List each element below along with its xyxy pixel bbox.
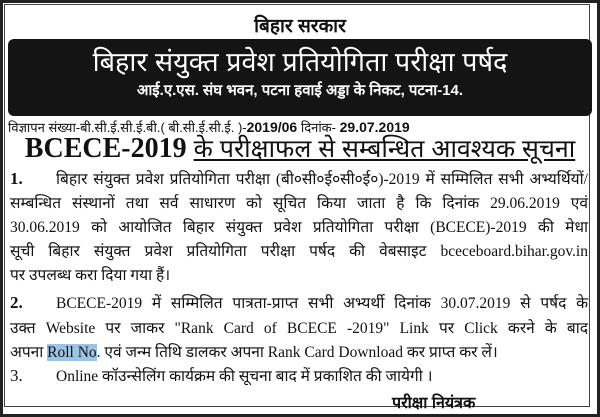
text: Online कॉउन्सेलिंग कार्यक्रम की सूचना बाद में प्रकाशित की जायेगी ।	[56, 368, 433, 385]
ad-date-label: दिनांक-	[297, 120, 340, 135]
board-address: आई.ए.एस. संघ भवन, पटना हवाई अड्डा के निकट, पटना-14.	[136, 82, 464, 99]
point-1-line-5: पर उपलब्ध करा दिया गया हैं।	[10, 267, 171, 284]
text: BCECE-2019 में सम्मिलित पात्रता-प्राप्त सभी अभ्यर्थी दिनांक 30.07.2019 से पर्षद के	[56, 295, 588, 312]
text: बिहार संयुक्त प्रवेश प्रतियोगिता परीक्षा (बी०सी०ई०सी०ई०)-2019 में सम्मिलित सभी अभ्यर्थियों/	[56, 171, 588, 188]
point-number: 1.	[10, 169, 23, 188]
headline-prefix: BCECE-2019	[24, 133, 194, 164]
point-2-line-3	[10, 340, 588, 362]
point-1-line-2: सम्बन्धित संस्थानों तथा सर्व साधारण को सूचित किया जाता है कि दिनांक 29.06.2019 एवं	[10, 195, 588, 212]
point-number: 2.	[10, 293, 23, 312]
text: . एवं जन्म तिथि डालकर अपना Rank Card Download कर प्राप्त कर लें।	[96, 344, 498, 361]
selected-text[interactable]: Roll No	[47, 344, 97, 361]
point-3-line-1	[10, 364, 588, 386]
point-number: 3.	[10, 366, 23, 385]
ad-label: विज्ञापन संख्या-बी.सी.ई.सी.ई.बी.( बी.सी.ई.सी.ई. )-	[8, 120, 247, 135]
point-1-line-3: 30.06.2019 को आयोजित बिहार संयुक्त प्रवेश प्रतियोगिता परीक्षा (BCECE)-2019 की मेधा	[10, 219, 588, 236]
government-label: बिहार सरकार	[254, 16, 346, 37]
ad-number: 2019/06	[246, 119, 298, 135]
point-1-line-4: सूची बिहार संयुक्त प्रवेश प्रतियोगिता परीक्षा पर्षद की वेबसाइट bceceboard.bihar.gov.in	[10, 243, 588, 260]
point-2-line-1	[10, 291, 588, 313]
board-name: बिहार संयुक्त प्रवेश प्रतियोगिता परीक्षा पर्षद	[92, 47, 508, 77]
ad-date: 29.07.2019	[339, 119, 410, 135]
text: अपना	[10, 344, 48, 361]
point-2-line-2: उक्त Website पर जाकर "Rank Card of BCECE -2019" Link पर Click करने के बाद	[10, 320, 588, 337]
headline-text: के परीक्षाफल से सम्बन्धित आवश्यक सूचना	[193, 135, 576, 163]
point-1-line-1	[10, 167, 588, 189]
notice-headline	[0, 131, 600, 165]
board-header-band	[8, 39, 592, 116]
signature: परीक्षा नियंत्रक	[392, 395, 476, 412]
